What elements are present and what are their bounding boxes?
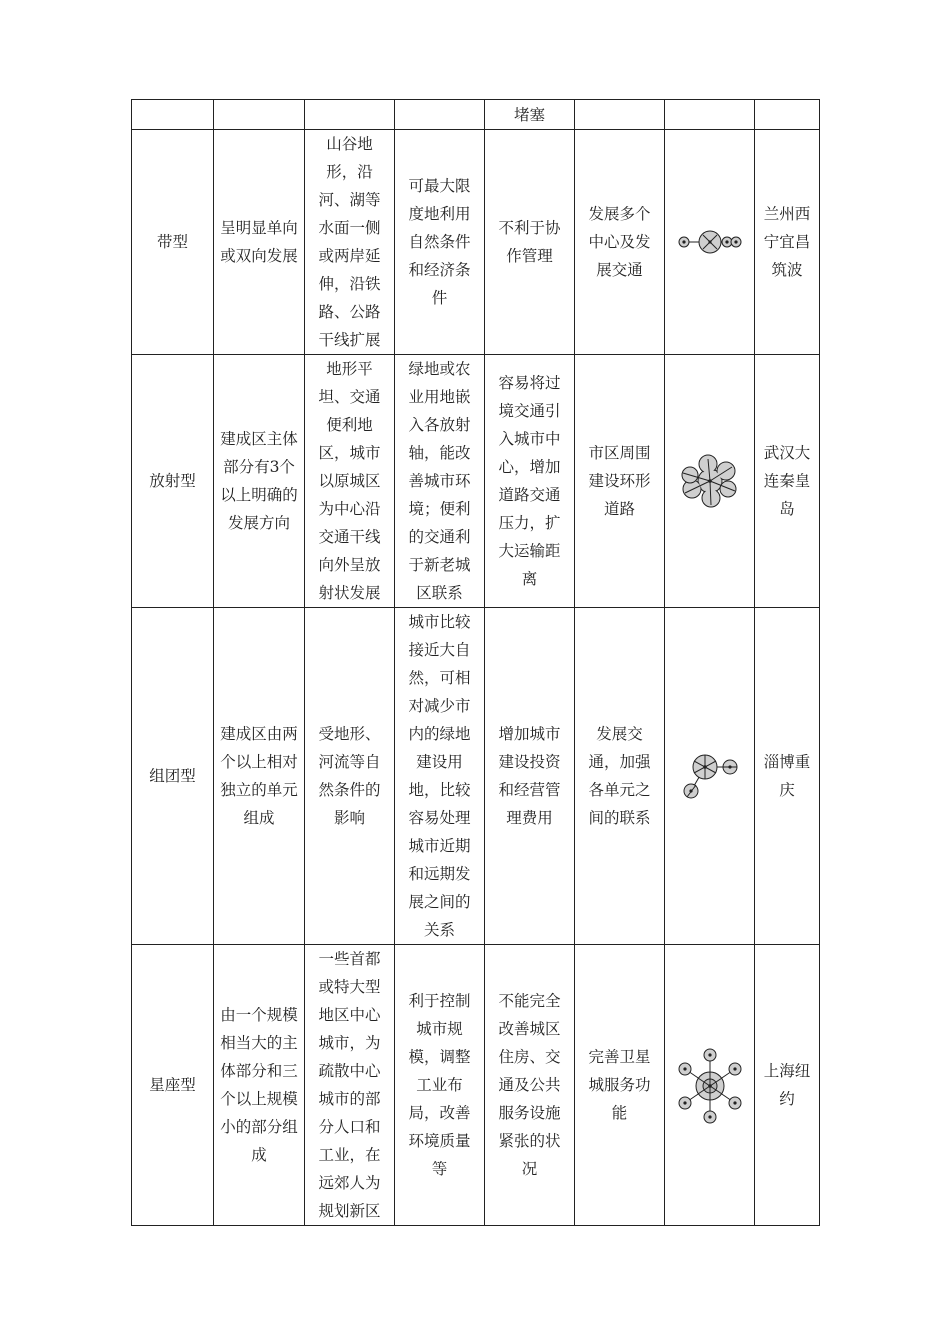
advantage-cell: 利于控制城市规模，调整工业布局，改善环境质量等 bbox=[395, 945, 485, 1226]
satellite-constellation-diagram bbox=[675, 1047, 745, 1125]
measure-cell: 发展多个中心及发展交通 bbox=[575, 130, 665, 355]
type-cell: 组团型 bbox=[132, 608, 214, 945]
diagram-cell bbox=[665, 130, 755, 355]
city-form-table bbox=[131, 99, 820, 1226]
advantage-cell: 绿地或农业用地嵌入各放射轴，能改善城市环境；便利的交通利于新老城区联系 bbox=[395, 355, 485, 608]
disadvantage-cell: 容易将过境交通引入城市中心，增加道路交通压力，扩大运输距离 bbox=[485, 355, 575, 608]
cities-cell: 兰州西宁宜昌筑波 bbox=[755, 130, 820, 355]
condition-cell: 一些首都或特大型地区中心城市，为疏散中心城市的部分人口和工业，在远郊人为规划新区 bbox=[305, 945, 395, 1226]
condition-cell: 受地形、河流等自然条件的影响 bbox=[305, 608, 395, 945]
feature-cell: 建成区主体部分有3个以上明确的发展方向 bbox=[214, 355, 305, 608]
feature-cell: 由一个规模相当大的主体部分和三个以上规模小的部分组成 bbox=[214, 945, 305, 1226]
type-cell: 带型 bbox=[132, 130, 214, 355]
type-cell: 星座型 bbox=[132, 945, 214, 1226]
disadvantage-cell: 不利于协作管理 bbox=[485, 130, 575, 355]
radial-lobes-diagram bbox=[678, 453, 742, 509]
disadvantage-cell: 堵塞 bbox=[485, 100, 575, 130]
disadvantage-cell: 增加城市建设投资和经营管理费用 bbox=[485, 608, 575, 945]
type-cell: 放射型 bbox=[132, 355, 214, 608]
linear-chain-diagram bbox=[677, 229, 743, 255]
diagram-cell bbox=[665, 355, 755, 608]
feature-cell: 建成区由两个以上相对独立的单元组成 bbox=[214, 608, 305, 945]
cities-cell: 武汉大连秦皇岛 bbox=[755, 355, 820, 608]
cluster-units-diagram bbox=[680, 751, 740, 801]
diagram-cell bbox=[665, 608, 755, 945]
table-row bbox=[132, 130, 820, 355]
condition-cell: 地形平坦、交通便利地区，城市以原城区为中心沿交通干线向外呈放射状发展 bbox=[305, 355, 395, 608]
table-row bbox=[132, 355, 820, 608]
measure-cell: 市区周围建设环形道路 bbox=[575, 355, 665, 608]
table-row bbox=[132, 945, 820, 1226]
feature-cell: 呈明显单向或双向发展 bbox=[214, 130, 305, 355]
cities-cell: 淄博重庆 bbox=[755, 608, 820, 945]
measure-cell: 发展交通，加强各单元之间的联系 bbox=[575, 608, 665, 945]
diagram-cell bbox=[665, 945, 755, 1226]
table-row bbox=[132, 608, 820, 945]
measure-cell: 完善卫星城服务功能 bbox=[575, 945, 665, 1226]
disadvantage-cell: 不能完全改善城区住房、交通及公共服务设施紧张的状况 bbox=[485, 945, 575, 1226]
advantage-cell: 可最大限度地利用自然条件和经济条件 bbox=[395, 130, 485, 355]
condition-cell: 山谷地形，沿河、湖等水面一侧或两岸延伸，沿铁路、公路干线扩展 bbox=[305, 130, 395, 355]
advantage-cell: 城市比较接近大自然，可相对减少市内的绿地建设用地，比较容易处理城市近期和远期发展之间的关系 bbox=[395, 608, 485, 945]
cities-cell: 上海纽约 bbox=[755, 945, 820, 1226]
table-row-continuation bbox=[132, 100, 820, 130]
